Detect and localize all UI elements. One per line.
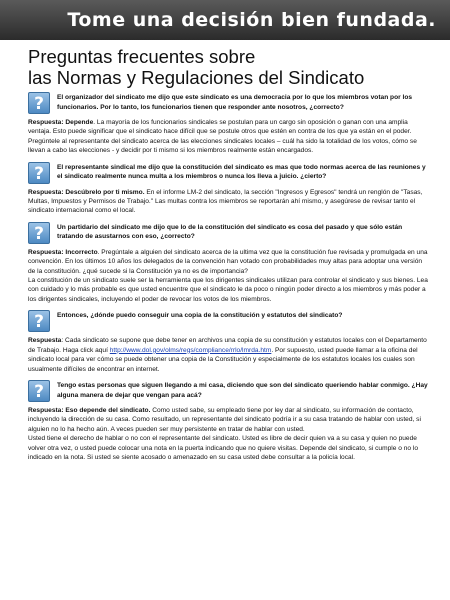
svg-text:?: ? (34, 381, 44, 400)
faq-question-text: Entonces, ¿dónde puedo conseguir una copia de la constitución y estatutos del sindicato? (57, 312, 343, 320)
faq-answer-4 (28, 336, 428, 374)
answer-body: Como usted sabe, su empleado tiene por ley dar al sindicato, su información de contacto, incluyendo la dirección de su casa. Como resultado, un representante del sindicato podría ir a su casa tratando de hablar con usted, si alguien no lo ha hecho aún. A veces pueden ser muy persistente en tratar de hablar con usted. (28, 406, 421, 433)
svg-text:?: ? (34, 163, 44, 182)
question-mark-icon (28, 92, 50, 114)
faq-answer-1: Respuesta: Depende. La mayoría de los funcionarios sindicales se postulan para un cargo sin oposición o ganan con una amplia ventaja. Esto puede significar que el sindicato hace difícil que se postule otros que estén en contra de los que ya están en el poder. Pregúntele al representante del sindicato acerca de las elecciones sindicales locales – cuál ha sido la totalidad de los votos, cómo se llevan a cabo las elecciones - y decidir por ti mismo si los miembros realmente están encargados. (28, 119, 417, 155)
answer-body: . La mayoría de los funcionarios sindicales se postulan para un cargo sin oposición o ganan con una amplia ventaja. Esto puede significar que el sindicato hace difícil que se postule otros que estén en contra de los que ya están en el poder. Pregúntele al representante del sindicato acerca de las elecciones sindicales locales – cuál ha sido la totalidad de los votos, cómo se llevan a cabo las elecciones - y decidir por ti mismo si los miembros realmente están encargados. (28, 119, 417, 155)
svg-text:?: ? (34, 94, 44, 112)
answer-lead: Eso depende del sindicato. (65, 406, 151, 414)
svg-text:?: ? (34, 223, 44, 242)
page-title-line-2: las Normas y Regulaciones del Sindicato (28, 67, 365, 88)
banner-text: Tome una decisión bien fundada. (67, 9, 436, 31)
faq-question-text: El organizador del sindicato me dijo que este sindicato es una democracia por lo que los miembros votan por los funcionarios. Por lo tanto, los funcionarios tienen que responder ante nosotros, ¿correcto? (57, 94, 413, 111)
header-banner (0, 0, 450, 40)
answer-label: Respuesta (28, 119, 62, 126)
dol-link[interactable]: http://www.dol.gov/olms/regs/compliance/rrlo/lmrda.htm (109, 346, 272, 354)
answer-body: En el informe LM-2 del sindicato, la sección "Ingresos y Egresos" tendrá un renglón de "Tasas, Multas, Impuestos y Permisos de Trabajo." Las multas contra los miembros se reportarán ahí mismo, y asegúrese de revisar tanto el sindicato internacional como el local. (28, 188, 423, 215)
answer-after: . Por supuesto, usted puede llamar a la oficina del sindicato local para ver cómo se puede obtener una copia de la Constitución y especialmente de los estatutos locales los cuales son usualmente difíciles de encontrar en internet. (28, 346, 418, 373)
faq-question-text: Un partidario del sindicato me dijo que lo de la constitución del sindicato es cosa del pasado y que sólo están tratando de asustarnos con eso, ¿correcto? (57, 223, 403, 241)
faq-answer-5: Respuesta: Eso depende del sindicato. Como usted sabe, su empleado tiene por ley dar al sindicato, su información de contacto, incluyendo la dirección de su casa. Como resultado, un representante del sindicato podría ir a su casa tratando de hablar con usted, si alguien no lo ha hecho aún. A veces pueden ser muy persistente en tratar de hablar con usted. Usted tiene el derecho de hablar o no con el representante del sindicato. Usted es libre de decir quien va a su casa y quien no puede volver otra vez, o usted puede colocar una nota en la puerta indicando que no quiere visitas. Depende del sindicato, si cumple o no lo indicado en la nota. Si usted se siente acosado o amenazado en su casa usted debe consultar a la policía local. (28, 406, 428, 462)
question-mark-icon (28, 380, 50, 402)
faq-question-text: El representante sindical me dijo que la constitución del sindicato es mas que todo normas acerca de las reuniones y el sindicato realmente nunca multa a los miembros o nunca los lleva a juicio. ¿cierto? (57, 163, 426, 181)
question-mark-icon (28, 222, 50, 244)
answer-extra: La constitución de un sindicato suele ser la herramienta que los dirigentes sindicales utilizan para controlar el sindicato y sus bienes. Lea con cuidado y lo más probable es que usted encuentre que el sindicato le da poco o ningún poder directo a los miembros y más poder a los dirigentes sindicales, incluyendo el poder de revocar los votos de los miembros. (28, 277, 428, 303)
answer-lead: Depende (65, 119, 94, 126)
question-mark-icon (28, 162, 50, 184)
answer-label: Respuesta (28, 188, 62, 196)
svg-text:?: ? (34, 312, 44, 331)
faq-list (28, 92, 428, 468)
answer-body: . Pregúntale a alguien del sindicato acerca de la ultima vez que la constitución fue revisada y promulgada en una convención. En los últimos 10 años los delegados de la convención han votado con probabilidades muy altas para adoptar una versión de la constitución. ¿qué sucede si la Constitución ya no es de importancia? (28, 248, 428, 275)
faq-question-4 (28, 310, 428, 332)
page-title-line-1: Preguntas frecuentes sobre (28, 46, 256, 67)
answer-label: Respuesta (28, 406, 62, 414)
faq-answer-3: Respuesta: Incorrecto. Pregúntale a alguien del sindicato acerca de la ultima vez que la constitución fue revisada y promulgada en una convención. En los últimos 10 años los delegados de la convención han votado con probabilidades muy altas para adoptar una versión de la constitución. ¿qué sucede si la Constitución ya no es de importancia? La constitución de un sindicato suele ser la herramienta que los dirigentes sindicales utilizan para controlar el sindicato y sus bienes. Lea con cuidado y lo más probable es que usted encuentre que el sindicato le da poco o ningún poder directo a los miembros y más poder a los dirigentes sindicales, incluyendo el poder de revocar los votos de los miembros. (28, 248, 428, 303)
faq-question-2 (28, 162, 428, 184)
faq-question-text: Tengo estas personas que siguen llegando a mi casa, diciendo que son del sindicato queriendo hablar conmigo. ¿Hay alguna manera de dejar que vengan para acá? (57, 381, 428, 399)
faq-question-1 (28, 92, 428, 114)
answer-extra: Usted tiene el derecho de hablar o no con el representante del sindicato. Usted es libre de decir quien va a su casa y quien no puede volver otra vez, o usted puede colocar una nota en la puerta indicando que no quiere visitas. Depende del sindicato, si cumple o no lo indicado en la nota. Si usted se siente acosado o amenazado en su casa usted debe consultar a la policía local. (28, 435, 419, 461)
faq-question-3 (28, 222, 428, 244)
page-title (28, 46, 428, 88)
faq-answer-2: Respuesta: Descúbrelo por ti mismo. En el informe LM-2 del sindicato, la sección "Ingresos y Egresos" tendrá un renglón de "Tasas, Multas, Impuestos y Permisos de Trabajo." Las multas contra los miembros se reportarán ahí mismo, y asegúrese de revisar tanto el sindicato internacional como el local. (28, 188, 423, 215)
answer-body: : Cada sindicato se supone que debe tener en archivos una copia de su constitución y estatutos locales con el Departamento de Trabajo. Haga click aquí (28, 337, 427, 354)
answer-lead: Descúbrelo por ti mismo. (65, 188, 145, 196)
answer-label: Respuesta (28, 337, 62, 345)
answer-label: Respuesta (28, 248, 62, 256)
question-mark-icon (28, 310, 50, 332)
faq-question-5 (28, 380, 428, 402)
answer-lead: Incorrecto (65, 248, 98, 256)
